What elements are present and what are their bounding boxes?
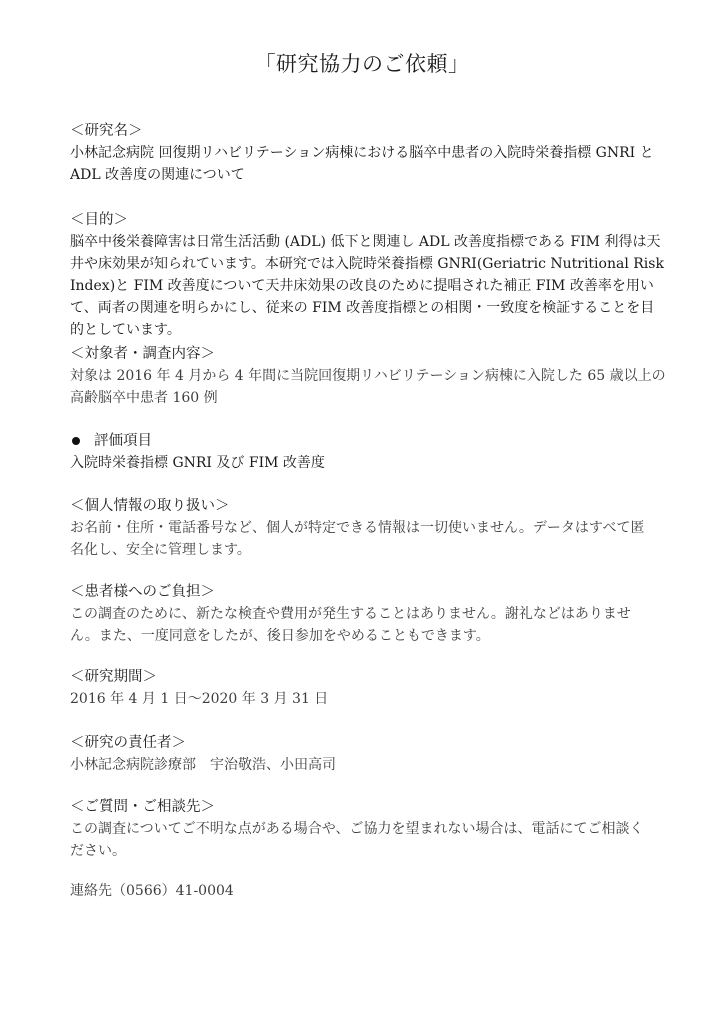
purpose-line-2: 井や床効果が知られています。本研究では入院時栄養指標 GNRI(Geriatric Nutritional Risk (70, 256, 664, 272)
period-line-1: 2016 年 4 月 1 日～2020 年 3 月 31 日 (70, 691, 329, 707)
study-name-heading: ＜研究名＞ (70, 123, 143, 139)
study-name-line-2: ADL 改善度の関連について (70, 167, 245, 183)
section-study-name (70, 120, 690, 186)
section-subjects (70, 343, 690, 409)
responsible-line-1: 小林記念病院診療部 宇治敬浩、小田高司 (70, 757, 336, 773)
privacy-line-2: 名化し、安全に管理します。 (70, 542, 251, 558)
section-contact (70, 796, 690, 862)
section-burden (70, 581, 690, 647)
bullet-dot-icon (72, 437, 80, 445)
section-period (70, 666, 690, 710)
period-heading: ＜研究期間＞ (70, 669, 157, 685)
purpose-line-5: 的としています。 (70, 322, 181, 338)
contact-phone: 連絡先（0566）41-0004 (70, 883, 234, 899)
section-purpose (70, 209, 690, 341)
purpose-line-3: Index)と FIM 改善度について天井床効果の改良のために提唱された補正 FIM 改善率を用い (70, 278, 654, 294)
section-evaluation (70, 430, 690, 474)
evaluation-bullet (70, 430, 690, 452)
contact-line-2: ださい。 (70, 843, 126, 859)
evaluation-line-1: 入院時栄養指標 GNRI 及び FIM 改善度 (70, 455, 325, 471)
burden-heading: ＜患者様へのご負担＞ (70, 584, 215, 600)
evaluation-label: 評価項目 (94, 433, 152, 449)
section-phone (70, 880, 690, 902)
subjects-heading: ＜対象者・調査内容＞ (70, 346, 215, 362)
privacy-line-1: お名前・住所・電話番号など、個人が特定できる情報は一切使いません。データはすべて匿 (70, 520, 645, 536)
contact-line-1: この調査についてご不明な点がある場合や、ご協力を望まれない場合は、電話にてご相談く (70, 821, 644, 837)
burden-line-1: この調査のために、新たな検査や費用が発生することはありません。謝礼などはありませ (70, 606, 631, 622)
subjects-line-2: 高齢脳卒中患者 160 例 (70, 390, 218, 406)
section-responsible (70, 732, 690, 776)
study-name-line-1: 小林記念病院 回復期リハビリテーション病棟における脳卒中患者の入院時栄養指標 GNRI と (70, 145, 654, 161)
burden-line-2: ん。また、一度同意をしたが、後日参加をやめることもできます。 (70, 628, 490, 644)
responsible-heading: ＜研究の責任者＞ (70, 735, 186, 751)
purpose-line-4: て、両者の関連を明らかにし、従来の FIM 改善度指標との相関・一致度を検証することを目 (70, 300, 655, 316)
purpose-heading: ＜目的＞ (70, 212, 128, 228)
purpose-line-1: 脳卒中後栄養障害は日常生活活動 (ADL) 低下と関連し ADL 改善度指標である FIM 利得は天 (70, 234, 661, 250)
subjects-line-1: 対象は 2016 年 4 月から 4 年間に当院回復期リハビリテーション病棟に入院した 65 歳以上の (70, 368, 666, 384)
contact-heading: ＜ご質問・ご相談先＞ (70, 799, 215, 815)
section-privacy (70, 495, 690, 561)
page-title: 「研究協力のご依頼」 (254, 52, 470, 76)
privacy-heading: ＜個人情報の取り扱い＞ (70, 498, 230, 514)
